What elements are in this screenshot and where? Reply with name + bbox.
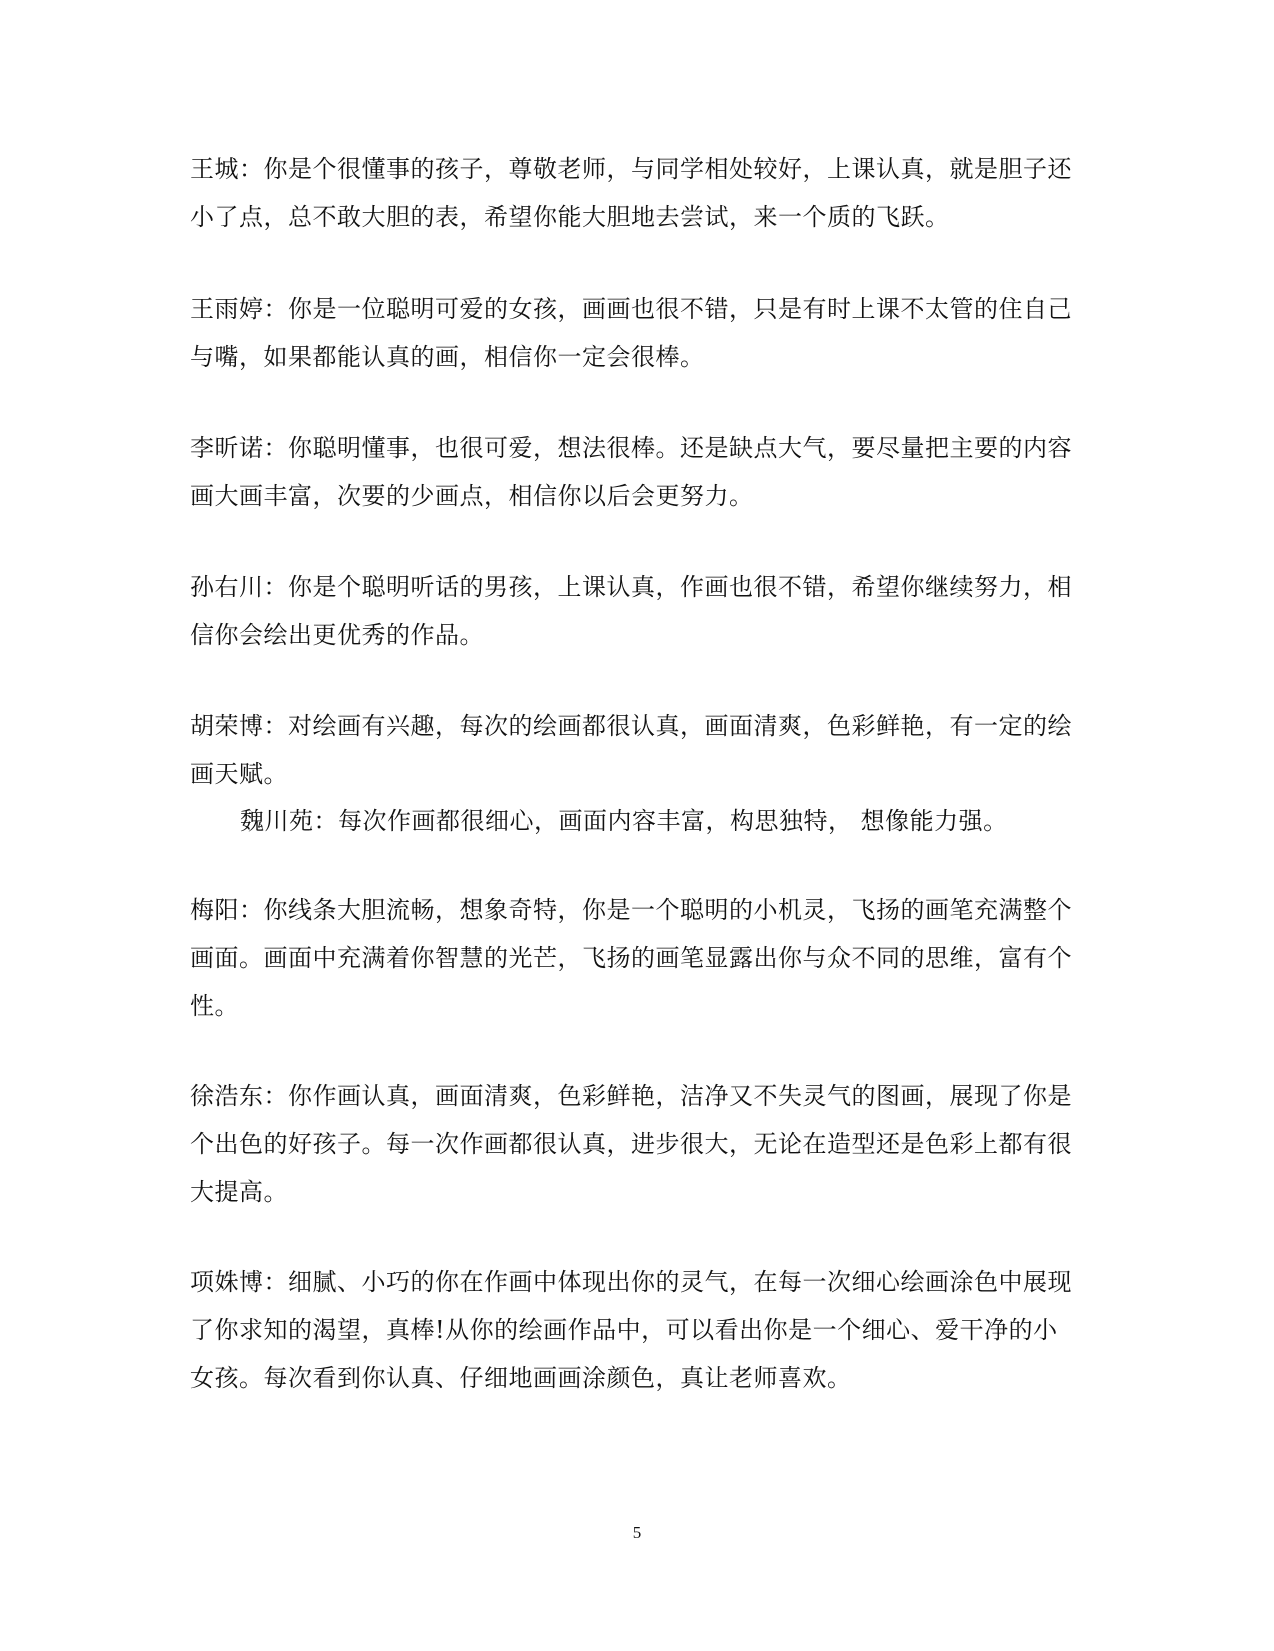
comment-hu-rongbo: 胡荣博：对绘画有兴趣，每次的绘画都很认真，画面清爽，色彩鲜艳，有一定的绘画天赋。	[190, 712, 1072, 788]
comment-mei-yang: 梅阳：你线条大胆流畅，想象奇特，你是一个聪明的小机灵，飞扬的画笔充满整个画面。画面中充满着你智慧的光芒，飞扬的画笔显露出你与众不同的思维，富有个性。	[190, 896, 1072, 1020]
comment-xiang-shubo: 项姝博：细腻、小巧的你在作画中体现出你的灵气，在每一次细心绘画涂色中展现了你求知的渴望，真棒!从你的绘画作品中，可以看出你是一个细心、爱干净的小女孩。每次看到你认真、仔细地画画涂颜色，真让老师喜欢。	[190, 1268, 1072, 1392]
comment-wei-chuanyuan: 魏川苑：每次作画都很细心，画面内容丰富，构思独特， 想像能力强。	[240, 807, 1008, 835]
comment-wang-yuting: 王雨婷：你是一位聪明可爱的女孩，画画也很不错，只是有时上课不太管的住自己与嘴，如果都能认真的画，相信你一定会很棒。	[190, 295, 1072, 371]
comment-sun-youchuan: 孙右川：你是个聪明听话的男孩，上课认真，作画也很不错，希望你继续努力，相信你会绘出更优秀的作品。	[190, 573, 1072, 649]
comment-wang-cheng: 王城：你是个很懂事的孩子，尊敬老师，与同学相处较好，上课认真，就是胆子还小了点，总不敢大胆的表，希望你能大胆地去尝试，来一个质的飞跃。	[190, 155, 1072, 231]
comment-li-xinnuo: 李昕诺：你聪明懂事，也很可爱，想法很棒。还是缺点大气，要尽量把主要的内容画大画丰富，次要的少画点，相信你以后会更努力。	[190, 434, 1072, 510]
page-number: 5	[632, 1523, 642, 1542]
comment-xu-haodong: 徐浩东：你作画认真，画面清爽，色彩鲜艳，洁净又不失灵气的图画，展现了你是个出色的好孩子。每一次作画都很认真，进步很大，无论在造型还是色彩上都有很大提高。	[190, 1082, 1072, 1206]
